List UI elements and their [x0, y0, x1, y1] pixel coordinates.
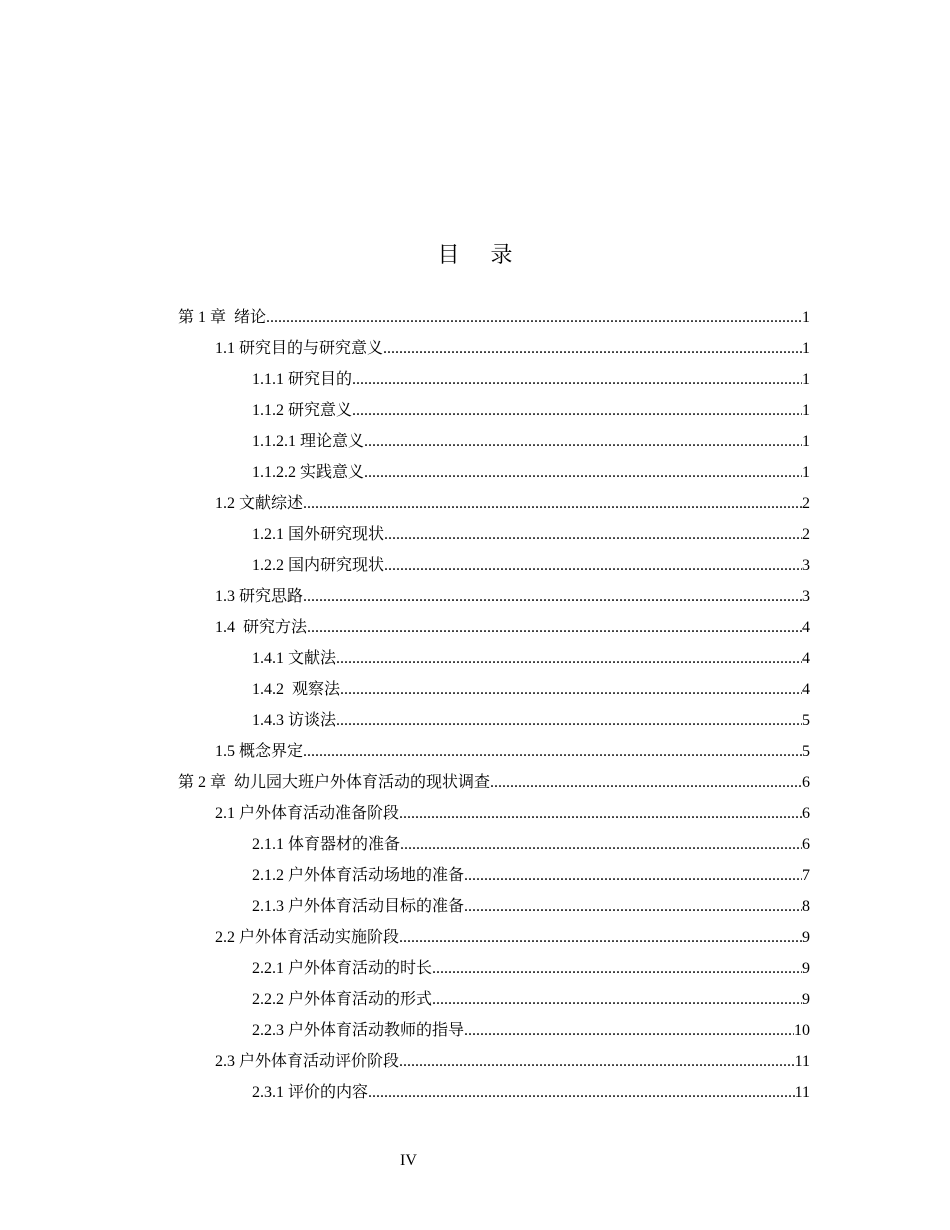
toc-entry[interactable] [178, 829, 810, 860]
toc-entry[interactable] [178, 612, 810, 643]
toc-entry[interactable] [178, 333, 810, 364]
toc-entry-label: 1.1.1 研究目的 [252, 371, 353, 388]
toc-entry[interactable] [178, 736, 810, 767]
toc-entry-page: 2 [802, 495, 810, 512]
toc-entry-label: 2.3 户外体育活动评价阶段 [215, 1053, 400, 1070]
toc-dot-leader [303, 488, 802, 519]
toc-dot-leader [464, 891, 802, 922]
toc-entry-page: 8 [802, 898, 810, 915]
toc-dot-leader [336, 643, 802, 674]
toc-entry[interactable] [178, 488, 810, 519]
toc-entry-page: 3 [802, 557, 810, 574]
toc-entry[interactable] [178, 1077, 810, 1108]
toc-entry-label: 1.2 文献综述 [215, 495, 304, 512]
toc-entry-page: 9 [802, 929, 810, 946]
toc-entry-label: 1.4.3 访谈法 [252, 712, 337, 729]
toc-entry-label: 1.4 研究方法 [215, 619, 308, 636]
toc-entry[interactable] [178, 581, 810, 612]
toc-entry-label: 1.2.2 国内研究现状 [252, 557, 385, 574]
toc-dot-leader [399, 922, 802, 953]
toc-dot-leader [340, 674, 802, 705]
toc-entry[interactable] [178, 550, 810, 581]
toc-dot-leader [303, 736, 802, 767]
toc-dot-leader [464, 860, 802, 891]
toc-entry[interactable] [178, 953, 810, 984]
toc-dot-leader [399, 1046, 795, 1077]
toc-dot-leader [400, 829, 802, 860]
toc-dot-leader [266, 302, 802, 333]
toc-entry[interactable] [178, 457, 810, 488]
toc-entry-label: 2.1.2 户外体育活动场地的准备 [252, 867, 465, 884]
toc-entry[interactable] [178, 860, 810, 891]
toc-entry-label: 1.1 研究目的与研究意义 [215, 340, 384, 357]
toc-entry-page: 10 [794, 1022, 810, 1039]
toc-entry-page: 1 [802, 433, 810, 450]
toc-entry[interactable] [178, 767, 810, 798]
toc-entry-page: 11 [794, 1053, 810, 1070]
toc-entry-label: 2.2.2 户外体育活动的形式 [252, 991, 433, 1008]
toc-dot-leader [384, 519, 802, 550]
toc-entry-page: 4 [802, 650, 810, 667]
toc-title: 目 录 [437, 243, 525, 268]
toc-entry-page: 6 [802, 805, 810, 822]
toc-entry-page: 1 [802, 309, 810, 326]
toc-entry-label: 1.1.2.2 实践意义 [252, 464, 365, 481]
toc-list [178, 302, 810, 1108]
toc-entry[interactable] [178, 302, 810, 333]
toc-entry-label: 1.5 概念界定 [215, 743, 304, 760]
toc-entry-label: 2.2 户外体育活动实施阶段 [215, 929, 400, 946]
toc-entry-label: 1.4.2 观察法 [252, 681, 341, 698]
toc-entry-page: 3 [802, 588, 810, 605]
toc-entry-page: 9 [802, 960, 810, 977]
toc-entry-page: 5 [802, 743, 810, 760]
toc-entry-label: 2.2.3 户外体育活动教师的指导 [252, 1022, 465, 1039]
toc-entry[interactable] [178, 364, 810, 395]
toc-entry-page: 6 [802, 836, 810, 853]
toc-entry[interactable] [178, 643, 810, 674]
toc-entry[interactable] [178, 984, 810, 1015]
toc-entry-label: 第 1 章 绪论 [178, 309, 267, 326]
toc-entry-page: 1 [802, 464, 810, 481]
toc-entry-label: 2.2.1 户外体育活动的时长 [252, 960, 433, 977]
toc-dot-leader [303, 581, 802, 612]
toc-entry-page: 2 [802, 526, 810, 543]
toc-dot-leader [364, 426, 802, 457]
toc-dot-leader [364, 457, 802, 488]
toc-entry[interactable] [178, 891, 810, 922]
toc-dot-leader [383, 333, 802, 364]
toc-entry[interactable] [178, 922, 810, 953]
page-number: IV [400, 1152, 417, 1169]
toc-entry-page: 4 [802, 619, 810, 636]
toc-dot-leader [336, 705, 802, 736]
toc-entry-page: 11 [794, 1084, 810, 1101]
toc-entry-page: 1 [802, 371, 810, 388]
toc-entry-label: 第 2 章 幼儿园大班户外体育活动的现状调查 [178, 774, 491, 791]
toc-entry-label: 2.3.1 评价的内容 [252, 1084, 369, 1101]
toc-entry-label: 1.1.2.1 理论意义 [252, 433, 365, 450]
toc-entry-label: 2.1.1 体育器材的准备 [252, 836, 401, 853]
toc-dot-leader [352, 395, 802, 426]
toc-dot-leader [432, 984, 802, 1015]
toc-entry[interactable] [178, 1015, 810, 1046]
toc-dot-leader [368, 1077, 795, 1108]
toc-entry-page: 6 [802, 774, 810, 791]
toc-dot-leader [490, 767, 802, 798]
toc-dot-leader [464, 1015, 794, 1046]
toc-entry-page: 7 [802, 867, 810, 884]
toc-entry[interactable] [178, 426, 810, 457]
toc-entry[interactable] [178, 395, 810, 426]
toc-entry[interactable] [178, 705, 810, 736]
toc-entry-label: 1.4.1 文献法 [252, 650, 337, 667]
toc-dot-leader [307, 612, 802, 643]
toc-entry-page: 1 [802, 340, 810, 357]
toc-entry-page: 5 [802, 712, 810, 729]
toc-entry[interactable] [178, 798, 810, 829]
toc-dot-leader [384, 550, 802, 581]
toc-entry-label: 2.1 户外体育活动准备阶段 [215, 805, 400, 822]
toc-entry-page: 4 [802, 681, 810, 698]
toc-entry-label: 1.1.2 研究意义 [252, 402, 353, 419]
toc-entry-label: 2.1.3 户外体育活动目标的准备 [252, 898, 465, 915]
toc-dot-leader [352, 364, 802, 395]
toc-dot-leader [432, 953, 802, 984]
toc-entry-page: 9 [802, 991, 810, 1008]
toc-entry-label: 1.2.1 国外研究现状 [252, 526, 385, 543]
toc-entry-page: 1 [802, 402, 810, 419]
toc-entry-label: 1.3 研究思路 [215, 588, 304, 605]
toc-dot-leader [399, 798, 802, 829]
toc-entry[interactable] [178, 674, 810, 705]
toc-entry[interactable] [178, 519, 810, 550]
toc-entry[interactable] [178, 1046, 810, 1077]
